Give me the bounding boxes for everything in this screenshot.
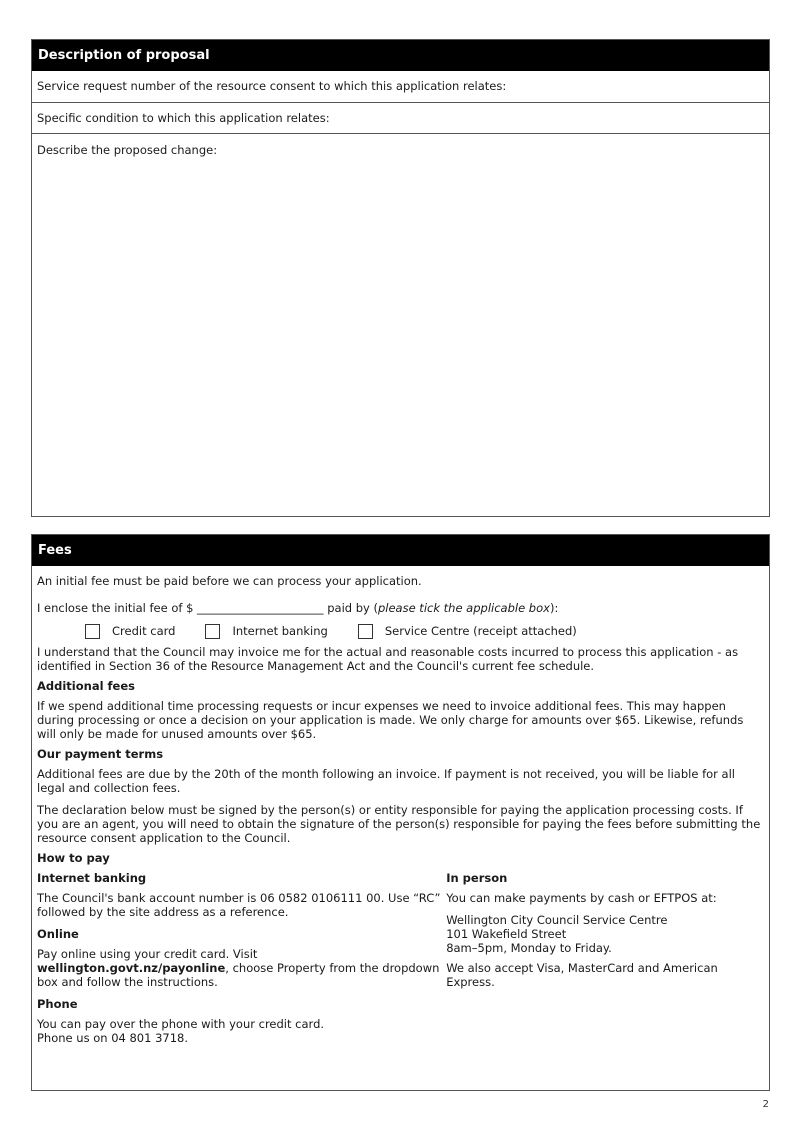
payment-right-column [446,871,764,1053]
address-line-1: Wellington City Council Service Centre [446,913,668,927]
fees-section [31,534,770,1091]
additional-fees-heading: Additional fees [37,679,135,693]
payment-methods [37,871,764,1053]
cards-accepted-text: We also accept Visa, MasterCard and American Express. [446,961,718,989]
online-heading: Online [37,927,79,941]
internet-banking-checkbox[interactable] [205,624,220,639]
in-person-text: You can make payments by cash or EFTPOS at: [446,891,717,905]
credit-card-checkbox[interactable] [85,624,100,639]
payment-terms-heading: Our payment terms [37,747,164,761]
online-suffix: , choose Property from the dropdown box and follow the instructions. [37,961,440,989]
declaration-text: The declaration below must be signed by the person(s) or entity responsible for paying the application processing costs. If you are an agent, you will need to obtain the signature of the person(s) responsible for paying the fees before submitting the resource consent application to the Council. [37,803,761,845]
payment-terms-text: Additional fees are due by the 20th of the month following an invoice. If payment is not received, you will be liable for all legal and collection fees. [37,767,735,795]
fees-header: Fees [32,535,769,566]
service-centre-address [446,913,764,955]
understand-text: I understand that the Council may invoice me for the actual and reasonable costs incurred to process this application - as identified in Section 36 of the Resource Management Act and the Council's current fee schedule. [37,645,739,673]
fees-intro: An initial fee must be paid before we can process your application. [37,574,422,588]
internet-banking-heading: Internet banking [37,871,147,885]
enclose-suffix: ): [549,601,559,615]
internet-banking-label: Internet banking [232,624,328,638]
online-prefix: Pay online using your credit card. Visit [37,947,258,961]
enclose-italic: please tick the applicable box [377,601,550,615]
payonline-link[interactable]: wellington.govt.nz/payonline [37,961,226,975]
credit-card-label: Credit card [112,624,176,638]
condition-label: Specific condition to which this application relates: [37,111,330,125]
proposed-change-label: Describe the proposed change: [37,143,218,157]
service-centre-checkbox[interactable] [358,624,373,639]
condition-field[interactable] [32,102,769,133]
enclose-prefix: I enclose the initial fee of $ ______________________ paid by ( [37,601,378,615]
option-service-centre[interactable] [358,624,577,639]
address-line-2: 101 Wakefield Street [446,927,567,941]
internet-banking-text: The Council's bank account number is 06 0582 0106111 00. Use “RC” followed by the site address as a reference. [37,891,441,919]
phone-text [37,1017,446,1045]
phone-text-2: Phone us on 04 801 3718. [37,1031,189,1045]
proposal-section [31,39,770,517]
address-line-3: 8am–5pm, Monday to Friday. [446,941,612,955]
option-credit-card[interactable] [85,624,175,639]
phone-heading: Phone [37,997,78,1011]
proposal-header: Description of proposal [32,40,769,71]
service-request-field[interactable] [32,71,769,102]
payment-method-options [37,623,764,639]
proposed-change-field[interactable] [32,133,769,166]
phone-text-1: You can pay over the phone with your credit card. [37,1017,325,1031]
page-number: 2 [762,1099,769,1110]
enclose-fee-line [37,601,764,615]
service-request-label: Service request number of the resource consent to which this application relates: [37,79,507,93]
option-internet-banking[interactable] [205,624,327,639]
payment-left-column [37,871,446,1053]
service-centre-label: Service Centre (receipt attached) [384,624,577,638]
additional-fees-text: If we spend additional time processing requests or incur expenses we need to invoice additional fees. This may happen during processing or once a decision on your application is made. We only charge for amounts over $65. Likewise, refunds will only be made for unused amounts over $65. [37,699,744,741]
in-person-heading: In person [446,871,508,885]
how-to-pay-heading: How to pay [37,851,110,865]
online-text [37,947,446,989]
